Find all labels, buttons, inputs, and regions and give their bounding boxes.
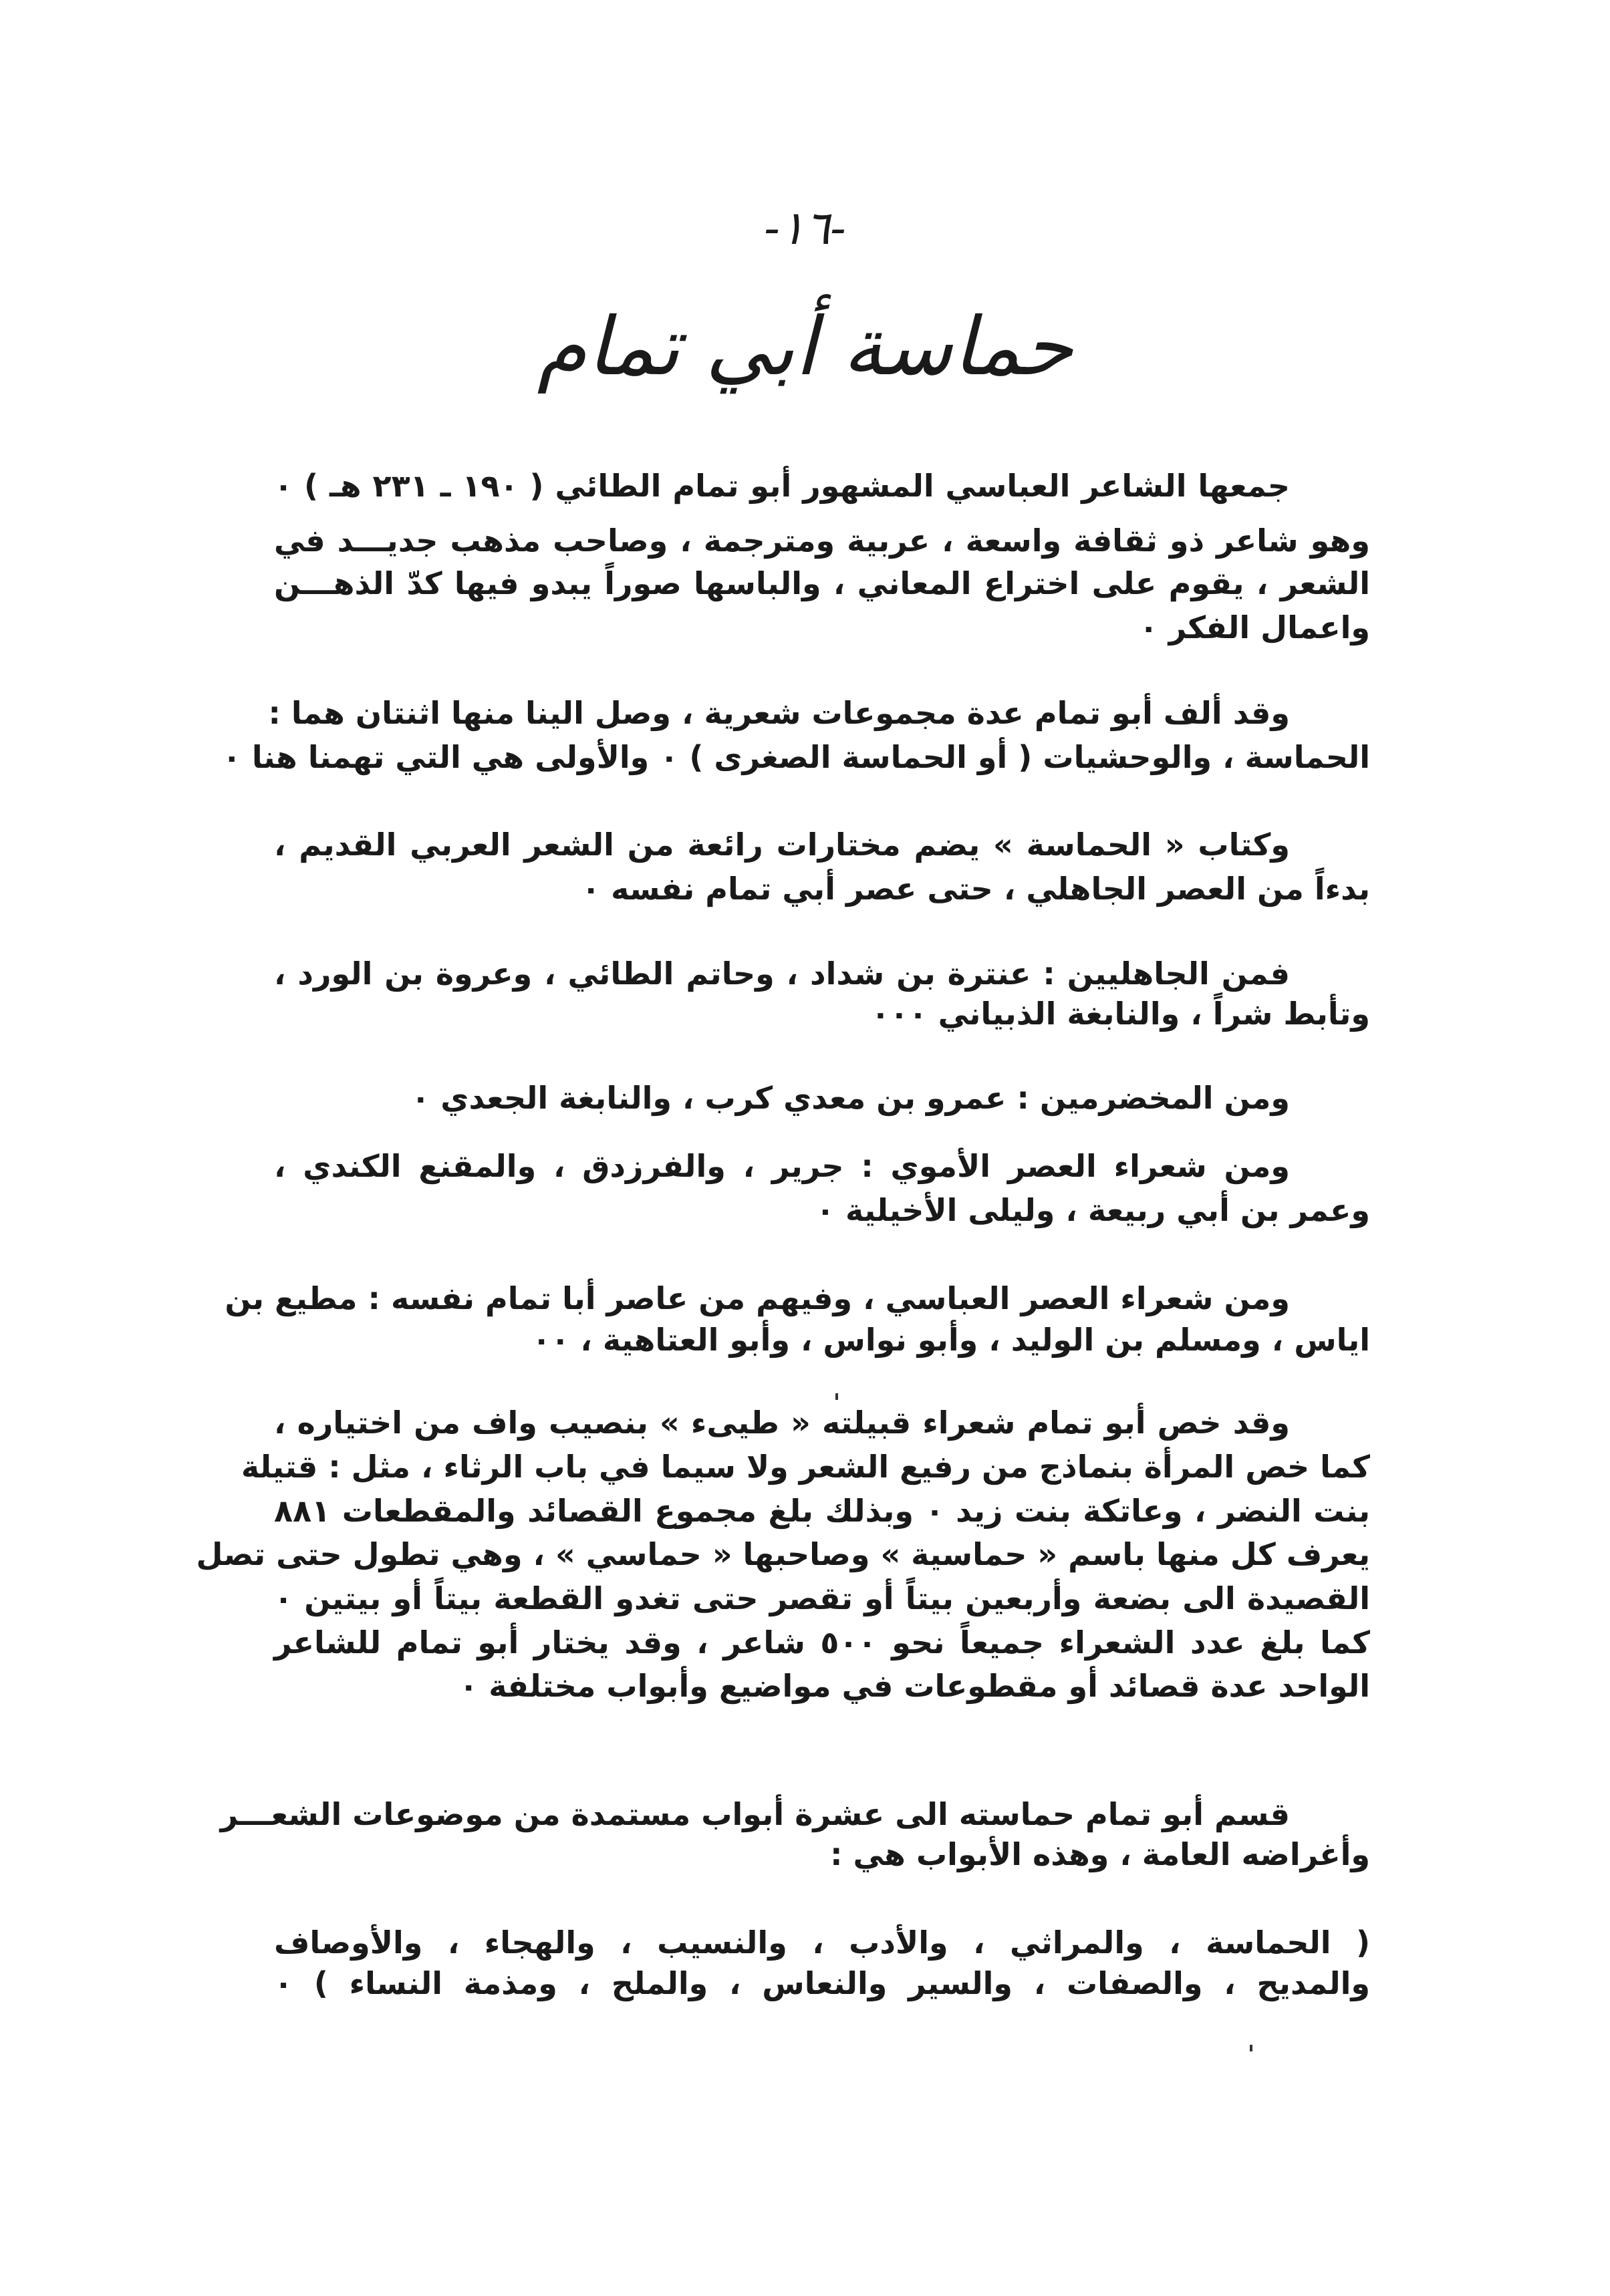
text-line: وقد خص أبو تمام شعراء قبيلته « طيىء » بنصيب واف من اختياره ، [274,1405,1290,1441]
scan-speck [1250,2045,1252,2051]
scan-speck [835,1393,838,1400]
text-line: كما بلغ عدد الشعراء جميعاً نحو ٥٠٠ شاعر ، وقد يختار أبو تمام للشاعر [274,1624,1370,1661]
text-line: الشعر ، يقوم على اختراع المعاني ، والباسها صوراً يبدو فيها كدّ الذهـــن [274,565,1370,601]
text-line: الواحد عدة قصائد أو مقطوعات في مواضيع وأبواب مختلفة ٠ [459,1668,1370,1704]
page-title: حماسة أبي تمام [537,301,1073,394]
text-line: ومن المخضرمين : عمرو بن معدي كرب ، والنابغة الجعدي ٠ [411,1080,1290,1116]
text-line: بدءاً من العصر الجاهلي ، حتى عصر أبي تمام نفسه ٠ [581,871,1370,907]
text-line: وتأبط شراً ، والنابغة الذبياني ٠٠٠ [871,996,1370,1032]
text-line: وكتاب « الحماسة » يضم مختارات رائعة من الشعر العربي القديم ، [274,827,1290,863]
text-line: اياس ، ومسلم بن الوليد ، وأبو نواس ، وأبو العتاهية ، ٠٠ [532,1322,1370,1358]
text-line: يعرف كل منها باسم « حماسية » وصاحبها « حماسي » ، وهي تطول حتى تصل [196,1536,1370,1572]
text-line: ومن شعراء العصر العباسي ، وفيهم من عاصر أبا تمام نفسه : مطيع بن [225,1280,1290,1316]
text-line: الحماسة ، والوحشيات ( أو الحماسة الصغرى ) ٠ والأولى هي التي تهمنا هنا ٠ [222,739,1370,775]
text-line: وهو شاعر ذو ثقافة واسعة ، عربية ومترجمة ، وصاحب مذهب جديـــد في [274,523,1370,559]
text-line: جمعها الشاعر العباسي المشهور أبو تمام الطائي ( ١٩٠ ـ ٢٣١ هـ ) ٠ [274,468,1290,504]
text-line: ومن شعراء العصر الأموي : جرير ، والفرزدق ، والمقنع الكندي ، [274,1148,1290,1184]
text-line: القصيدة الى بضعة وأربعين بيتاً أو تقصر حتى تغدو القطعة بيتاً أو بيتين ٠ [274,1580,1370,1616]
text-line: والمديح ، والصفات ، والسير والنعاس ، والملح ، ومذمة النساء ) ٠ [274,1965,1370,2001]
text-line: واعمال الفكر ٠ [1139,609,1370,645]
text-line: ( الحماسة ، والمراثي ، والأدب ، والنسيب ، والهجاء ، والأوصاف [274,1924,1370,1961]
text-line: وقد ألف أبو تمام عدة مجموعات شعرية ، وصل الينا منها اثنتان هما : [268,695,1290,731]
text-line: وعمر بن أبي ربيعة ، وليلى الأخيلية ٠ [815,1192,1370,1228]
text-line: فمن الجاهليين : عنترة بن شداد ، وحاتم الطائي ، وعروة بن الورد ، [274,956,1290,992]
text-line: كما خص المرأة بنماذج من رفيع الشعر ولا سيما في باب الرثاء ، مثل : قتيلة [241,1449,1370,1485]
text-line: قسم أبو تمام حماسته الى عشرة أبواب مستمدة من موضوعات الشعـــر [220,1796,1290,1832]
text-line: بنت النضر ، وعاتكة بنت زيد ٠ وبذلك بلغ مجموع القصائد والمقطعات ٨٨١ [274,1493,1370,1529]
page-number: -١٦- [764,200,846,255]
text-line: وأغراضه العامة ، وهذه الأبواب هي : [830,1836,1370,1872]
